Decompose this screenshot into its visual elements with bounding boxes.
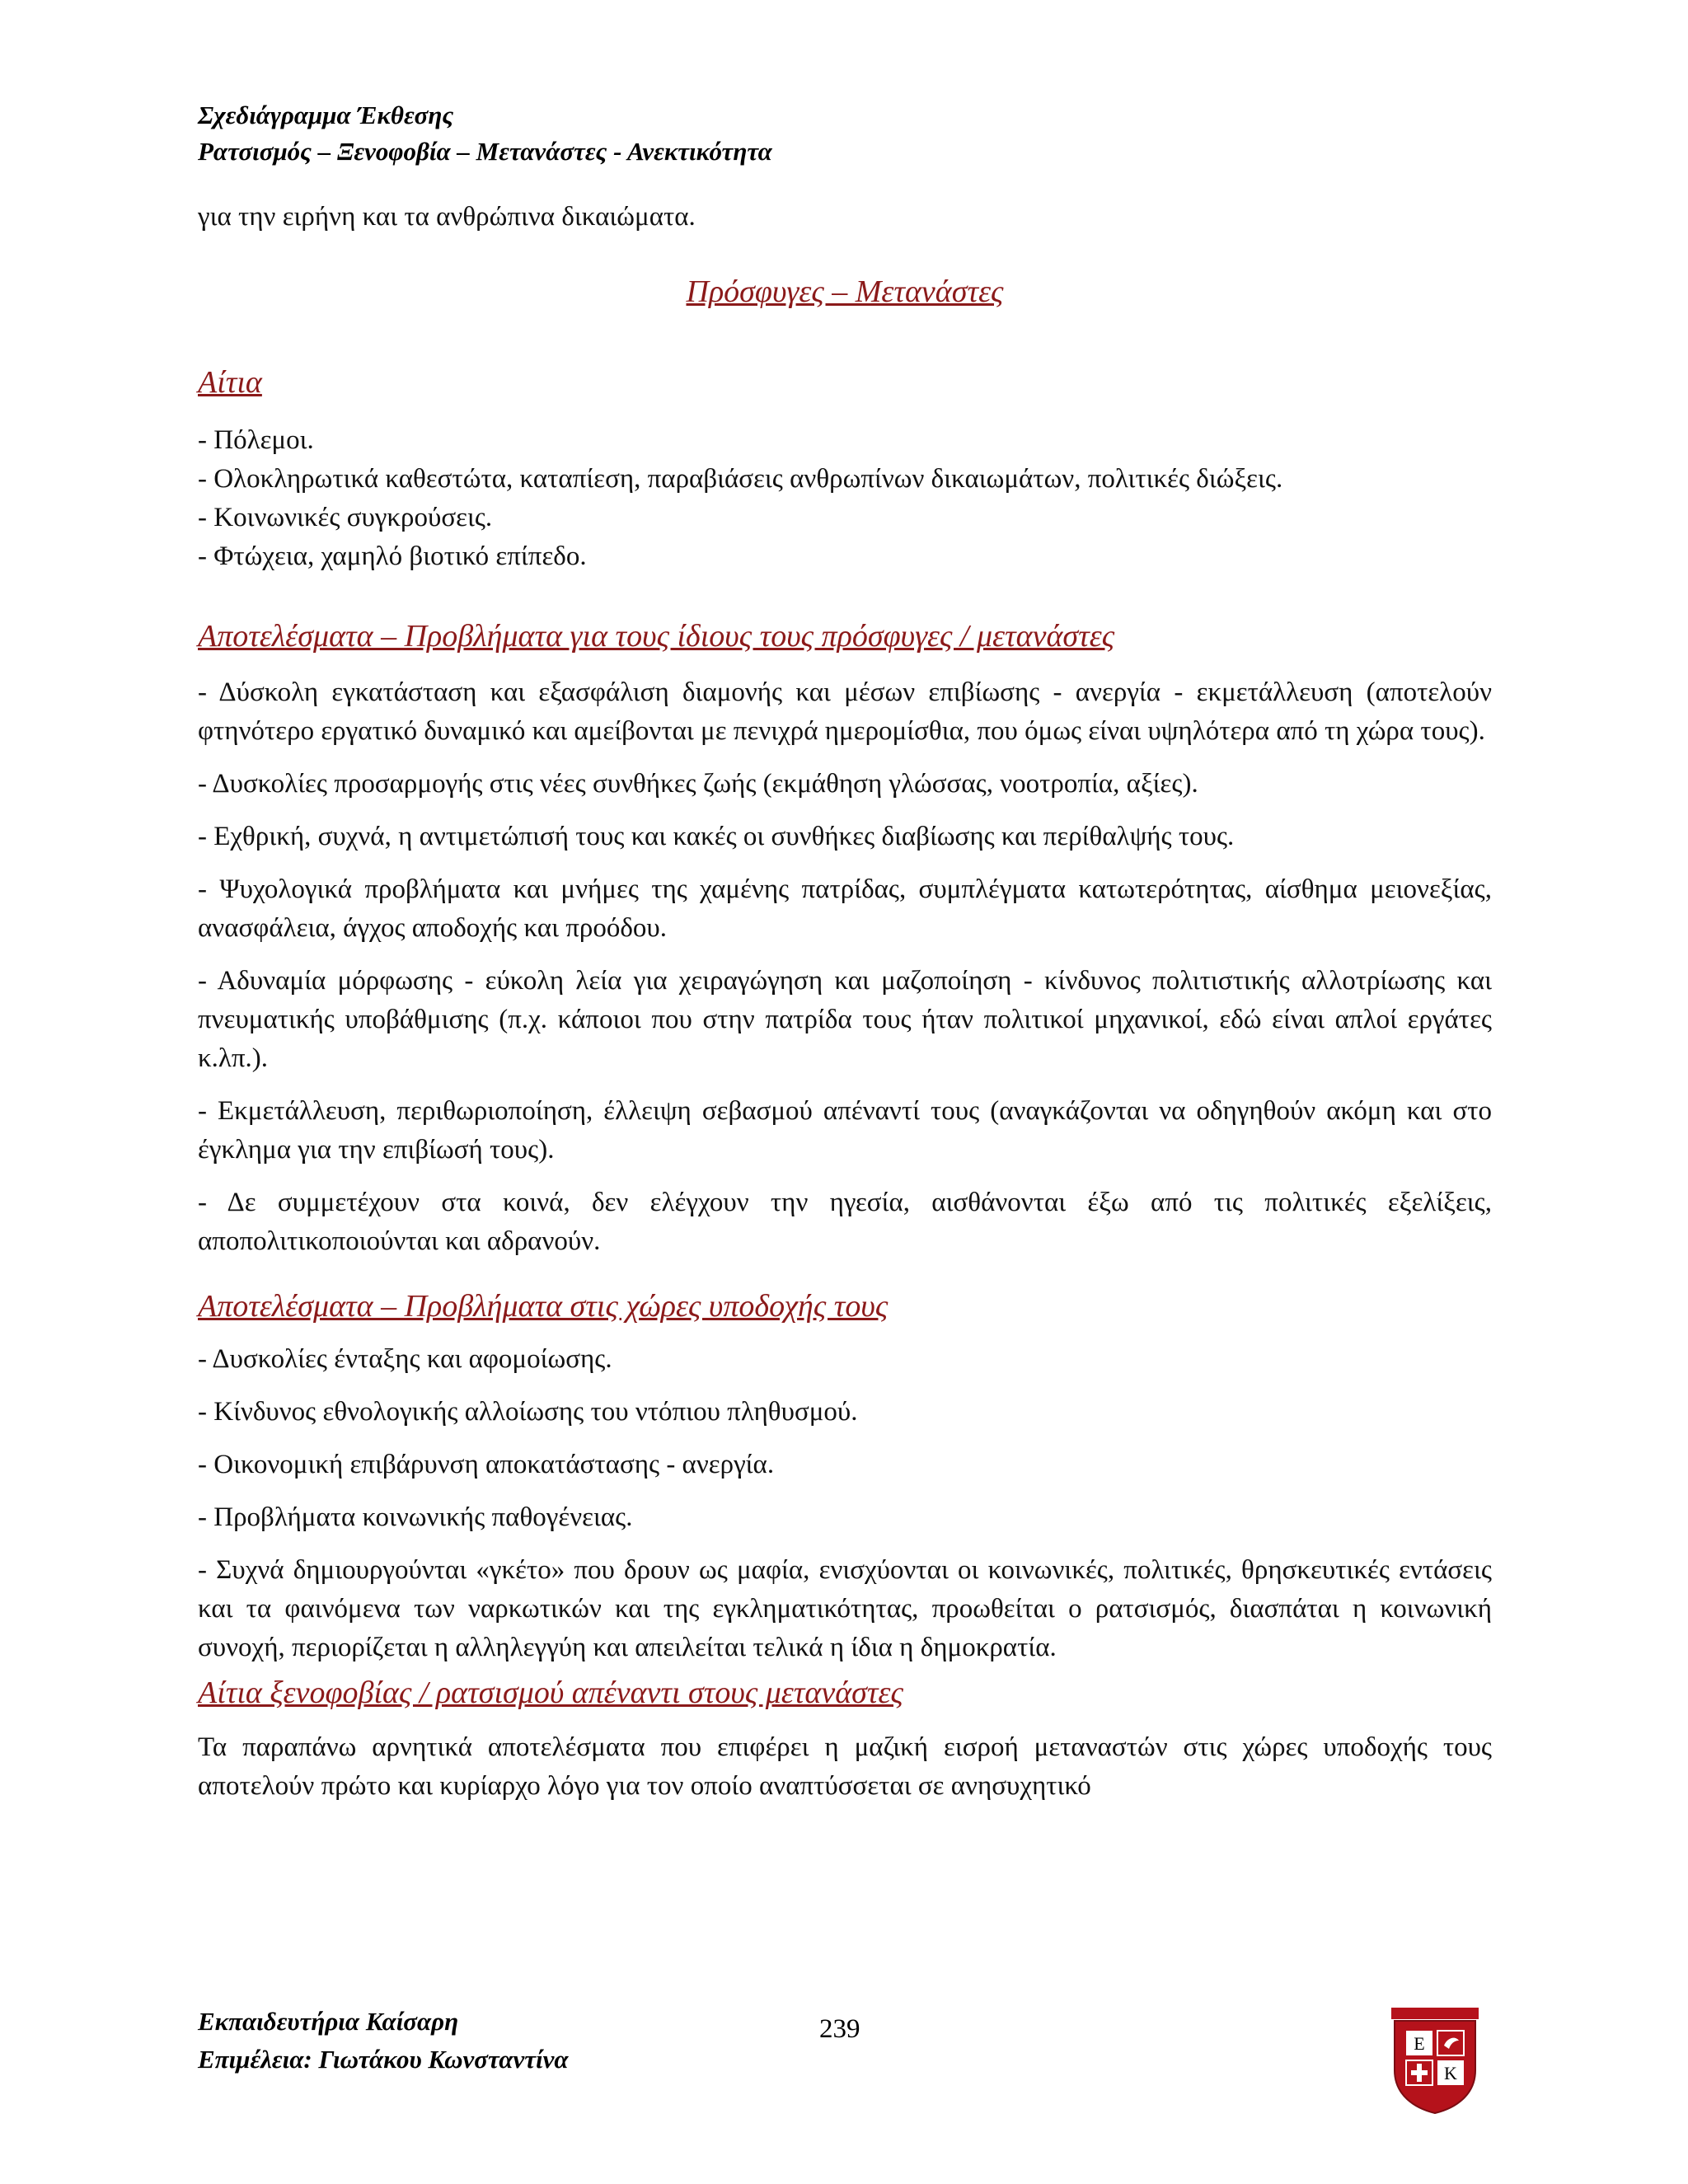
list-item: - Εχθρική, συχνά, η αντιμετώπισή τους και κακές οι συνθήκες διαβίωσης και περίθαλψής τους. (198, 822, 1235, 851)
list-item: - Κοινωνικές συγκρούσεις. (198, 503, 493, 532)
footer-institution: Εκπαιδευτήρια Καίσαρη (198, 2007, 459, 2036)
page-footer (198, 2003, 569, 2079)
crest-letter-right: Κ (1444, 2063, 1457, 2083)
refugee-problems-list (198, 673, 1492, 1261)
crest-letter-left: Ε (1414, 2033, 1425, 2054)
list-item: - Δυσκολίες ένταξης και αφομοίωσης. (198, 1344, 612, 1374)
list-item: - Πόλεμοι. (198, 425, 314, 455)
list-item: - Αδυναμία μόρφωσης - εύκολη λεία για χειραγώγηση και μαζοποίηση - κίνδυνος πολιτιστικής αλλοτρίωσης και πνευματικής υποβάθμισης (π.χ. κάποιοι που στην πατρίδα τους ήταν πολιτικοί μηχανικοί, εδώ είναι απλοί εργάτες κ.λπ.). (198, 966, 1492, 1073)
list-item: - Κίνδυνος εθνολογικής αλλοίωσης του ντόπιου πληθυσμού. (198, 1397, 858, 1427)
header-subtitle: Ρατσισμός – Ξενοφοβία – Μετανάστες - Ανεκτικότητα (198, 137, 772, 166)
section-heading-causes: Αίτια (198, 365, 262, 400)
footer-editor: Επιμέλεια: Γιωτάκου Κωνσταντίνα (198, 2045, 569, 2074)
list-item: - Δυσκολίες προσαρμογής στις νέες συνθήκες ζωής (εκμάθηση γλώσσας, νοοτροπία, αξίες). (198, 769, 1198, 799)
causes-list (198, 421, 1492, 576)
xenophobia-paragraph: Τα παραπάνω αρνητικά αποτελέσματα που επιφέρει η μαζική εισροή μεταναστών στις χώρες υποδοχής τους αποτελούν πρώτο και κυρίαρχο λόγο για τον οποίο αναπτύσσεται σε ανησυχητικό (198, 1732, 1492, 1801)
header-title: Σχεδιάγραμμα Έκθεσης (198, 101, 454, 129)
main-content (198, 198, 1492, 1806)
section-heading-xenophobia-causes: Αίτια ξενοφοβίας / ρατσισμού απέναντι στους μετανάστες (198, 1675, 903, 1710)
section-heading-host-problems: Αποτελέσματα – Προβλήματα στις χώρες υποδοχής τους (198, 1289, 889, 1324)
school-crest-logo (1390, 2006, 1480, 2115)
document-title: Πρόσφυγες – Μετανάστες (686, 274, 1004, 309)
section-heading-refugee-problems: Αποτελέσματα – Προβλήματα για τους ίδιους τους πρόσφυγες / μετανάστες (198, 619, 1115, 654)
list-item: - Οικονομική επιβάρυνση αποκατάστασης - ανεργία. (198, 1450, 775, 1479)
list-item: - Δε συμμετέχουν στα κοινά, δεν ελέγχουν την ηγεσία, αισθάνονται έξω από τις πολιτικές εξελίξεις, αποπολιτικοποιούνται και αδρανούν. (198, 1188, 1492, 1256)
list-item: - Δύσκολη εγκατάσταση και εξασφάλιση διαμονής και μέσων επιβίωσης - ανεργία - εκμετάλλευση (αποτελούν φτηνότερο εργατικό δυναμικό και αμείβονται με πενιχρά ημερομίσθια, που όμως είναι υψηλότερα από τη χώρα τους). (198, 677, 1492, 746)
list-item: - Φτώχεια, χαμηλό βιοτικό επίπεδο. (198, 541, 587, 571)
list-item: - Ψυχολογικά προβλήματα και μνήμες της χαμένης πατρίδας, συμπλέγματα κατωτερότητας, αίσθημα μειονεξίας, ανασφάλεια, άγχος αποδοχής και προόδου. (198, 874, 1492, 943)
page-header (198, 97, 772, 170)
intro-line: για την ειρήνη και τα ανθρώπινα δικαιώματα. (198, 202, 696, 232)
list-item: - Συχνά δημιουργούνται «γκέτο» που δρουν ως μαφία, ενισχύονται οι κοινωνικές, πολιτικές, θρησκευτικές εντάσεις και τα φαινόμενα των ναρκωτικών και της εγκληματικότητας, προωθείται ο ρατσισμός, διασπάται η κοινωνική συνοχή, περιορίζεται η αλληλεγγύη και απειλείται τελικά η ίδια η δημοκρατία. (198, 1555, 1492, 1662)
host-problems-list (198, 1340, 1492, 1667)
page-number: 239 (819, 2014, 860, 2044)
list-item: - Ολοκληρωτικά καθεστώτα, καταπίεση, παραβιάσεις ανθρωπίνων δικαιωμάτων, πολιτικές διώξεις. (198, 464, 1283, 494)
list-item: - Προβλήματα κοινωνικής παθογένειας. (198, 1502, 633, 1532)
list-item: - Εκμετάλλευση, περιθωριοποίηση, έλλειψη σεβασμού απέναντί τους (αναγκάζονται να οδηγηθούν ακόμη και στο έγκλημα για την επιβίωσή τους). (198, 1096, 1492, 1165)
